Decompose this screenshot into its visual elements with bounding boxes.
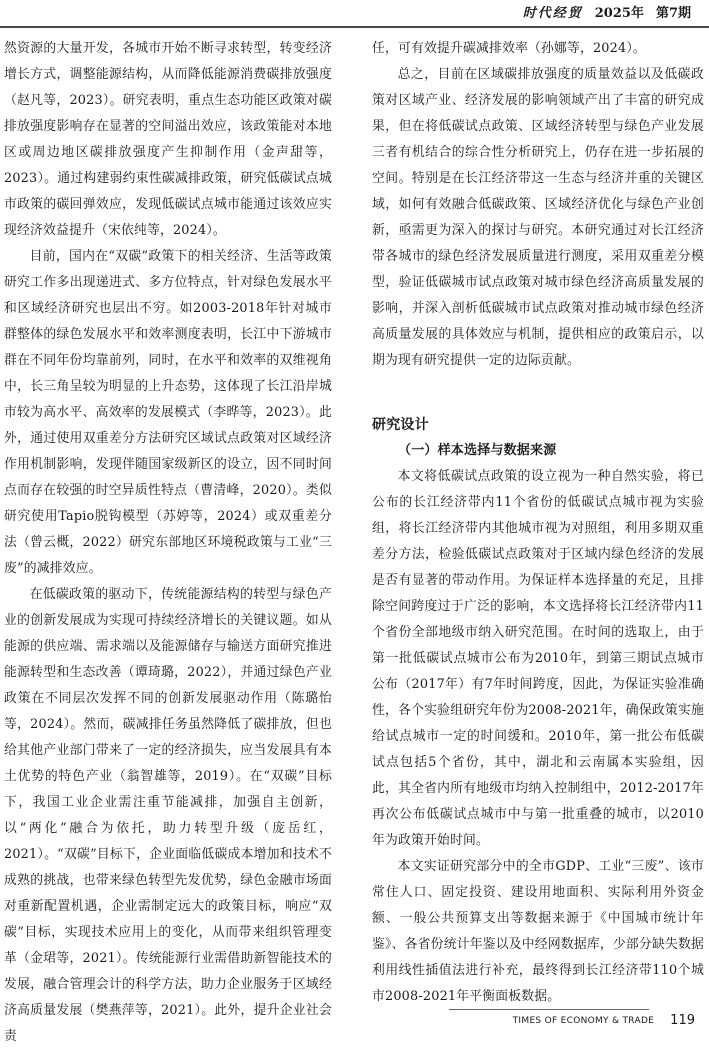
right-column (372, 36, 704, 1010)
page-footer (513, 1013, 695, 1028)
body-paragraph: 在低碳政策的驱动下，传统能源结构的转型与绿色产业的创新发展成为实现可持续经济增长的关键议题。如从能源的供应端、需求端以及能源储存与输送方面研究推进能源转型和生态改善（谭琦璐，2022），并通过绿色产业政策在不同层次发挥不同的创新发展驱动作用（陈璐怡等，2024）。然而，碳减排任务虽然降低了碳排放，但也给其他产业部门带来了一定的经济损失，应当发展具有本土优势的特色产业（翁智雄等，2019）。在“双碳”目标下，我国工业企业需注重节能减排，加强自主创新，以“两化”融合为依托，助力转型升级（庞岳红，2021）。“双碳”目标下，企业面临低碳成本增加和技术不成熟的挑战，也带来绿色转型先发优势，绿色金融市场面对重新配置机遇，企业需制定远大的政策目标，响应“双碳”目标，实现技术应用上的变化，从而带来组织管理变革（金珺等，2021）。传统能源行业需借助新智能技术的发展，融合管理会计的科学方法，助力企业服务于区域经济高质量发展（樊燕萍等，2021）。此外，提升企业社会责 (4, 587, 332, 1044)
journal-english-name: TIMES OF ECONOMY & TRADE (512, 1015, 655, 1026)
running-header (429, 0, 709, 22)
body-paragraph: 目前，国内在“双碳”政策下的相关经济、生活等政策研究工作多出现递进式、多方位特点，针对绿色发展水平和区域经济研究也层出不穷。如2003-2018年针对城市群整体的绿色发展水平和效率测度表明，长江中下游城市群在不同年份均靠前列，同时，在水平和效率的双维视角中，长三角呈较为明显的上升态势，这体现了长江沿岸城市较为高水平、高效率的发展模式（李晔等，2023）。此外，通过使用双重差分方法研究区域试点政策对区域经济作用机制影响，发现伴随国家级新区的设立，因不同时间点而存在较强的时空异质性特点（曹清峰，2020）。类似研究使用Tapio脱钩模型（苏婷等，2024）或双重差分法（曾云概，2022）研究东部地区环境税政策与工业“三废”的减排效应。 (4, 249, 332, 576)
subsection-heading: （一）样本选择与数据来源 (398, 443, 557, 458)
section-heading: 研究设计 (372, 417, 429, 433)
body-paragraph: 任，可有效提升碳减排效率（孙娜等，2024）。 (372, 41, 646, 56)
page-number: 119 (670, 1013, 695, 1028)
issue-year: 2025年 (594, 5, 644, 21)
body-paragraph: 然资源的大量开发，各城市开始不断寻求转型，转变经济增长方式，调整能源结构，从而降低能源消费碳排放强度（赵凡等，2023）。研究表明，重点生态功能区政策对碳排放强度影响存在显著的空间溢出效应，该政策能对本地区或周边地区碳排放强度产生抑制作用（金声甜等，2023）。通过构建弱约束性碳减排政策，研究低碳试点城市政策的碳回弹效应，发现低碳试点城市能通过该效应实现经济效益提升（宋依纯等，2024）。 (4, 41, 332, 238)
body-paragraph: 本文将低碳试点政策的设立视为一种自然实验，将已公布的长江经济带内11个省份的低碳试点城市视为实验组，将长江经济带内其他城市视为对照组，利用多期双重差分方法，检验低碳试点政策对于区域内绿色经济的发展是否有显著的带动作用。为保证样本选择量的充足，且排除空间跨度过于广泛的影响，本文选择将长江经济带内11个省份全部地级市纳入研究范围。在时间的选取上，由于第一批低碳试点城市公布为2010年，到第三期试点城市公布（2017年）有7年时间跨度，因此，为保证实验准确性，各个实验组研究年份为2008-2021年，确保政策实施给试点城市一定的时间缓和。2010年，第一批公布低碳试点包括5个省份，其中，湖北和云南属本实验组，因此，其全省内所有地级市均纳入控制组中，2012-2017年再次公布低碳试点城市中与第一批重叠的城市，以2010年为政策开始时间。 (372, 469, 704, 848)
journal-name: 时代经贸 (522, 5, 583, 21)
body-paragraph: 本文实证研究部分中的全市GDP、工业“三废”、该市常住人口、固定投资、建设用地面积、实际利用外资金额、一般公共预算支出等数据来源于《中国城市统计年鉴》、各省份统计年鉴以及中经网数据库，少部分缺失数据利用线性插值法进行补充，最终得到长江经济带110个城市2008-2021年平衡面板数据。 (372, 859, 704, 1004)
left-column (4, 36, 332, 1050)
issue-number: 第7期 (655, 5, 691, 21)
body-paragraph: 总之，目前在区域碳排放强度的质量效益以及低碳政策对区域产业、经济发展的影响领域产出了丰富的研究成果，但在将低碳试点政策、区域经济转型与绿色产业发展三者有机结合的综合性分析研究上，仍存在进一步拓展的空间。特别是在长江经济带这一生态与经济并重的关键区域，如何有效融合低碳政策、区域经济优化与绿色产业创新，亟需更为深入的探讨与研究。本研究通过对长江经济带各城市的绿色经济发展质量进行测度，采用双重差分模型，验证低碳城市试点政策对城市绿色经济高质量发展的影响，并深入剖析低碳城市试点政策对推动城市绿色经济高质量发展的具体效应与机制，提供相应的政策启示，以期为现有研究提供一定的边际贡献。 (372, 67, 704, 368)
header-rule (0, 26, 709, 28)
footer-rule (449, 1009, 649, 1010)
